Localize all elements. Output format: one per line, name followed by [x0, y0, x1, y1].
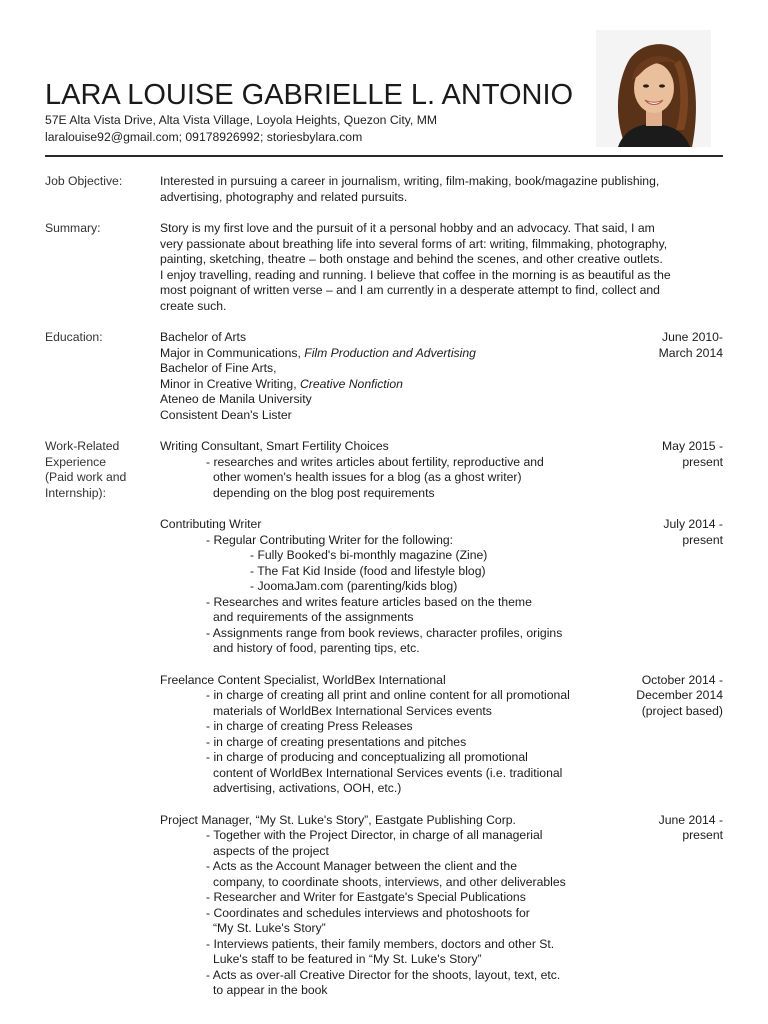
job-title: Freelance Content Specialist, WorldBex International — [160, 672, 446, 687]
address-line: 57E Alta Vista Drive, Alta Vista Village, Loyola Heights, Quezon City, MM — [45, 113, 437, 127]
major-line: Major in Communications, Film Production and Advertising — [160, 345, 476, 360]
contact-line: laralouise92@gmail.com; 09178926992; storiesbylara.com — [45, 129, 363, 144]
job-objective-section — [45, 174, 723, 205]
header-divider — [45, 155, 723, 157]
work-section — [45, 439, 723, 999]
job-bullet: - researches and writes articles about fertility, reproductive and — [206, 454, 544, 469]
job-entry: Contributing Writer - Regular Contributing Writer for the following: - Fully Booked's bi-monthly magazine (Zine) - The Fat Kid Inside (food and lifestyle blog) - JoomaJam.com (parenting/kids blog) - Researches and writes feature articles based on the theme and requirements of the assignments - Assignments range from book reviews, character profiles, origins and history of food, parenting tips, etc. July 2014 - present — [160, 517, 723, 655]
candidate-name: LARA LOUISE GABRIELLE L. ANTONIO — [45, 79, 574, 111]
portrait-image — [596, 30, 711, 147]
education-label: Education: — [45, 330, 103, 344]
summary-line: Story is my first love and the pursuit of it a personal hobby and an advocacy. That said, I am — [160, 221, 655, 235]
minor-line: Minor in Creative Writing, Creative Nonfiction — [160, 376, 403, 391]
work-label: Work-Related Experience (Paid work and Internship): — [45, 439, 127, 500]
honor-line: Consistent Dean's Lister — [160, 407, 292, 422]
school-name: Ateneo de Manila University — [160, 392, 312, 406]
job-dates: July 2014 - present — [663, 517, 723, 547]
degree-2: Bachelor of Fine Arts, — [160, 361, 277, 375]
summary-line: I enjoy travelling, reading and running. I believe that coffee in the morning is as beautiful as the — [160, 267, 671, 282]
job-dates: May 2015 - present — [662, 439, 723, 469]
objective-line: Interested in pursuing a career in journalism, writing, film-making, book/magazine publishing, — [160, 174, 660, 188]
job-title: Contributing Writer — [160, 517, 262, 531]
resume-header — [45, 78, 605, 145]
summary-line: very passionate about breathing life into several forms of art: writing, filmmaking, photography, — [160, 236, 668, 251]
education-dates: June 2010- March 2014 — [658, 330, 723, 360]
summary-line: create such. — [160, 298, 227, 313]
job-entry: Writing Consultant, Smart Fertility Choices - researches and writes articles about fertility, reproductive and other women's health issues for a blog (as a ghost writer) depending on the blog post requirements May 2015 - present — [160, 439, 723, 500]
resume-body — [45, 174, 723, 999]
job-entry: Project Manager, “My St. Luke's Story”, Eastgate Publishing Corp. - Together with the Project Director, in charge of all managerial aspects of the project - Acts as the Account Manager between the client and the company, to coordinate shoots, interviews, and other deliverables - Researcher and Writer for Eastgate's Special Publications - Coordinates and schedules interviews and photoshoots for “My St. Luke's Story” - Interviews patients, their family members, doctors and other St. Luke's staff to be featured in “My St. Luke's Story” - Acts as over-all Creative Director for the shoots, layout, text, etc. to appear in the book June 2014 - present — [160, 812, 723, 997]
job-entry: Freelance Content Specialist, WorldBex International - in charge of creating all print and online content for all promotional materials of WorldBex International Services events - in charge of creating Press Releases - in charge of creating presentations and pitches - in charge of producing and conceptualizing all promotional content of WorldBex International Services events (i.e. traditional advertising, activations, OOH, etc.) October 2014 - December 2014 (project based) — [160, 672, 723, 795]
summary-label: Summary: — [45, 221, 101, 235]
summary-line: most poignant of written verse – and I am currently in a desperate attempt to find, collect and — [160, 283, 660, 297]
objective-line: advertising, photography and related pursuits. — [160, 189, 408, 204]
summary-line: painting, sketching, theatre – both onstage and behind the scenes, and other creative outlets. — [160, 252, 663, 266]
major-specialization: Film Production and Advertising — [304, 345, 476, 360]
profile-photo — [596, 30, 711, 147]
job-objective-label: Job Objective: — [45, 174, 123, 188]
job-dates: June 2014 - present — [658, 812, 723, 842]
education-section — [45, 330, 723, 423]
minor-specialization: Creative Nonfiction — [299, 376, 403, 391]
job-dates: October 2014 - December 2014 (project based) — [636, 672, 723, 718]
job-title: Writing Consultant, Smart Fertility Choices — [160, 439, 389, 453]
summary-section — [45, 221, 723, 314]
job-title: Project Manager, “My St. Luke's Story”, Eastgate Publishing Corp. — [160, 812, 516, 827]
degree-1: Bachelor of Arts — [160, 330, 247, 344]
